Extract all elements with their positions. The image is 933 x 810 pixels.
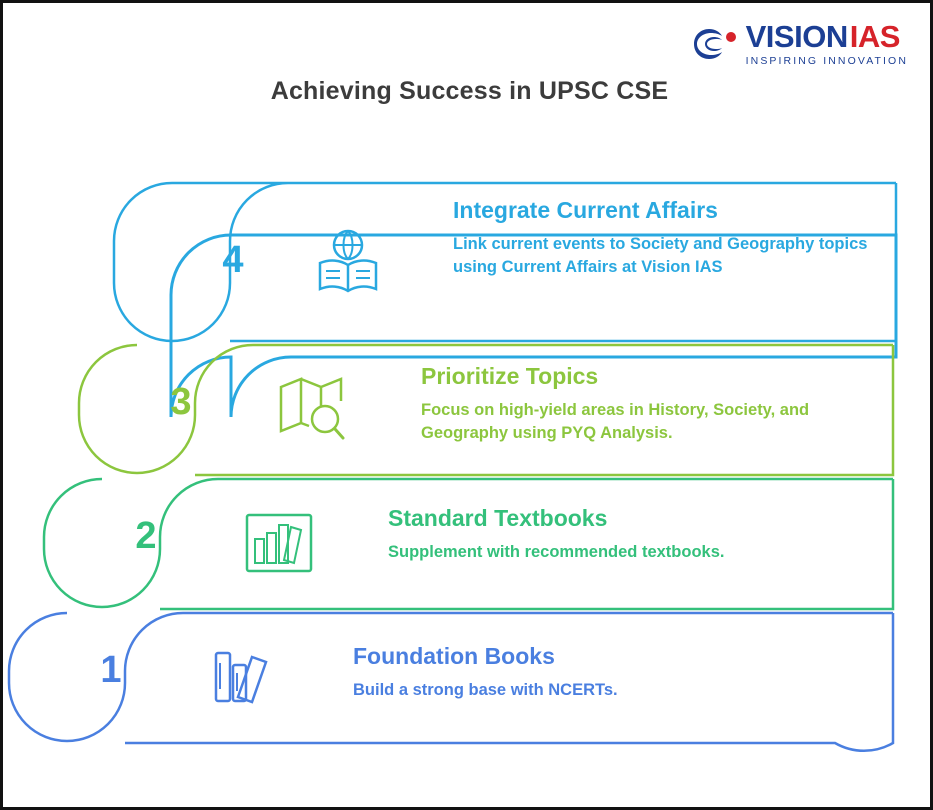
bookshelf-icon xyxy=(241,505,317,581)
step-1-number: 1 xyxy=(100,649,122,691)
step-4-number: 4 xyxy=(222,239,244,281)
vision-ias-logo xyxy=(692,21,908,67)
step-1-body: Build a strong base with NCERTs. xyxy=(353,681,618,699)
stacked-books-icon xyxy=(206,639,282,715)
step-3-text xyxy=(421,363,861,446)
step-2-text xyxy=(388,505,848,564)
step-2-body: Supplement with recommended textbooks. xyxy=(388,543,725,561)
step-1-text xyxy=(353,643,823,702)
open-book-globe-icon xyxy=(310,225,386,301)
logo-wordmark xyxy=(746,21,908,67)
logo-ias-text: IAS xyxy=(849,19,900,54)
logo-vision-text: VISION xyxy=(745,19,848,54)
step-2-heading: Standard Textbooks xyxy=(388,505,608,531)
step-4-heading: Integrate Current Affairs xyxy=(453,197,718,223)
step-3-body: Focus on high-yield areas in History, Society, and Geography using PYQ Analysis. xyxy=(421,401,810,443)
step-4-body: Link current events to Society and Geography topics using Current Affairs at Vision IAS xyxy=(453,235,868,277)
map-magnifier-icon xyxy=(275,371,351,447)
page-title: Achieving Success in UPSC CSE xyxy=(270,77,669,105)
step-3-heading: Prioritize Topics xyxy=(421,363,599,389)
step-2-number: 2 xyxy=(135,515,157,557)
vision-swirl-icon xyxy=(692,26,738,62)
step-3-number: 3 xyxy=(170,381,192,423)
step-4-text xyxy=(453,197,873,280)
steps-diagram xyxy=(3,153,933,793)
step-1-heading: Foundation Books xyxy=(353,643,555,669)
logo-tagline: INSPIRING INNOVATION xyxy=(745,55,908,67)
